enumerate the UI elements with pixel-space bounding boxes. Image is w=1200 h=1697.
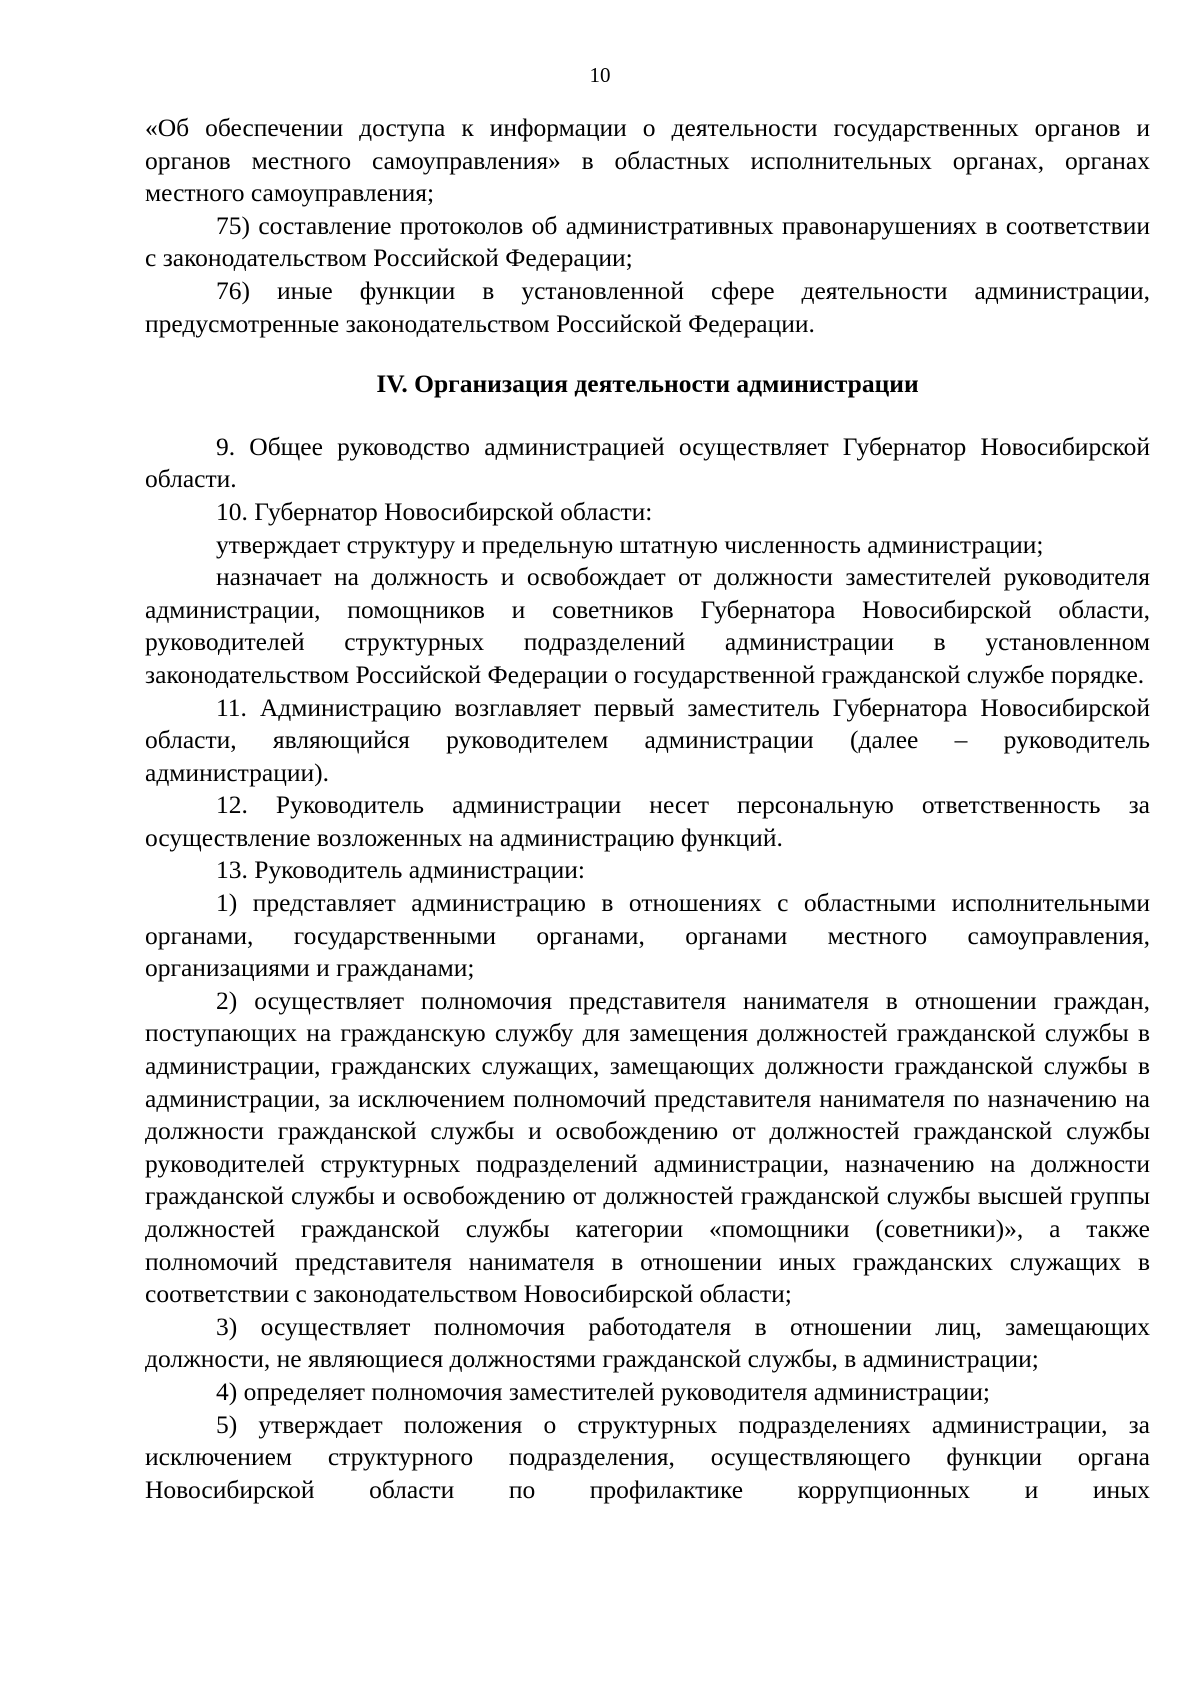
paragraph-10: 10. Губернатор Новосибирской области:	[216, 496, 653, 526]
page-number: 10	[589, 63, 611, 87]
paragraph-13-item-1: 1) представляет администрацию в отношениях с областными исполнительными органами, государственными органами, органами местного самоуправления, организациями и гражданами;	[145, 888, 1150, 983]
paragraph-13: 13. Руководитель администрации:	[216, 855, 585, 885]
paragraph-12: 12. Руководитель администрации несет персональную ответственность за осуществление возложенных на администрацию функций.	[145, 790, 1150, 852]
paragraph-10-structure: утверждает структуру и предельную штатную численность администрации;	[216, 529, 1044, 559]
paragraph-13-item-5: 5) утверждает положения о структурных подразделениях администрации, за исключением структурного подразделения, осуществляющего функции органа Новосибирской области по профилактике коррупционных и иных	[145, 1409, 1150, 1504]
paragraph-13-item-3: 3) осуществляет полномочия работодателя в отношении лиц, замещающих должности, не являющиеся должностями гражданской службы, в администрации;	[145, 1311, 1150, 1374]
paragraph-10-appoint: назначает на должность и освобождает от должности заместителей руководителя администрации, помощников и советников Губернатора Новосибирской области, руководителей структурных подразделений администрации в установленном законодательством Российской Федерации о государственной гражданской службе порядке.	[145, 562, 1150, 689]
paragraph-item-75: 75) составление протоколов об административных правонарушениях в соответствии с законодательством Российской Федерации;	[145, 210, 1150, 273]
paragraph-13-item-4: 4) определяет полномочия заместителей руководителя администрации;	[216, 1376, 990, 1406]
paragraph-9: 9. Общее руководство администрацией осуществляет Губернатор Новосибирской области.	[145, 431, 1150, 494]
document-body	[145, 112, 1150, 1506]
paragraph-13-item-2: 2) осуществляет полномочия представителя нанимателя в отношении граждан, поступающих на гражданскую службу для замещения должностей гражданской службы в администрации, гражданских служащих, замещающих должности гражданской службы в администрации, за исключением полномочий представителя нанимателя по назначению на должности гражданской службы и освобождению от должностей гражданской службы руководителей структурных подразделений администрации, назначению на должности гражданской службы и освобождению от должностей гражданской службы высшей группы должностей гражданской службы категории «помощники (советники)», а также полномочий представителя нанимателя в отношении иных гражданских служащих в соответствии с законодательством Новосибирской области;	[145, 985, 1150, 1309]
paragraph-item-76: 76) иные функции в установленной сфере деятельности администрации, предусмотренные законодательством Российской Федерации.	[145, 275, 1150, 338]
paragraph-continuation: «Об обеспечении доступа к информации о деятельности государственных органов и органов местного самоуправления» в областных исполнительных органах, органах местного самоуправления;	[145, 113, 1150, 208]
paragraph-11: 11. Администрацию возглавляет первый заместитель Губернатора Новосибирской области, являющийся руководителем администрации (далее – руководитель администрации).	[145, 692, 1150, 787]
section-heading: IV. Организация деятельности администрации	[376, 369, 919, 399]
